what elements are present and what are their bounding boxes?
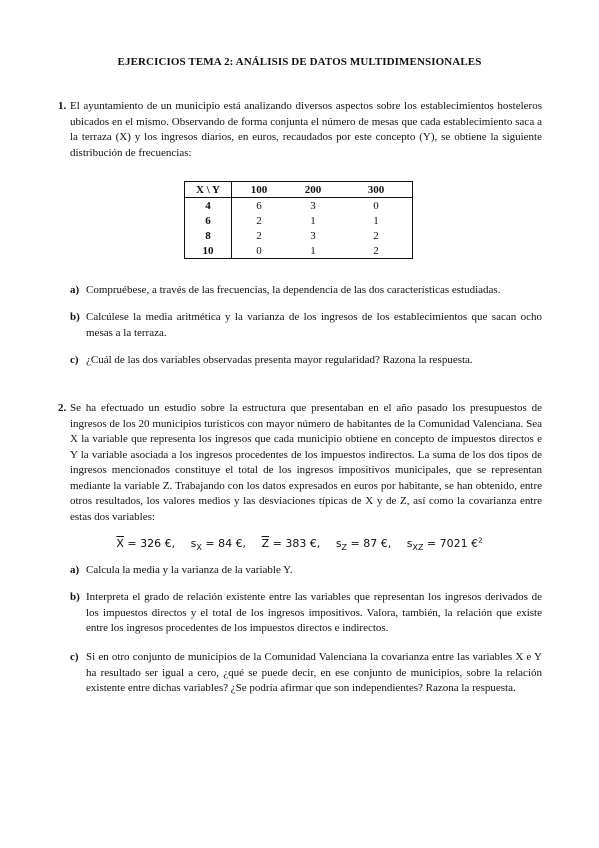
table-row-header: 6	[185, 213, 232, 228]
table-cell: 1	[373, 214, 379, 227]
table-cell: 1	[310, 214, 316, 227]
table-cell: 2	[373, 229, 379, 242]
subquestion-text: Calcula la media y la varianza de la variable Y.	[86, 564, 293, 576]
table-row	[185, 228, 413, 243]
covariance-xz: $s_{XZ} = 7021$ €$^2$	[406, 536, 483, 552]
question-number: 1.	[58, 100, 67, 112]
std-x: $s_X = 84$ €,	[190, 536, 247, 552]
subquestion-1b	[70, 310, 542, 341]
subquestion-text: Compruébese, a través de las frecuencias, la dependencia de las dos características estudiadas.	[86, 284, 501, 296]
mean-z: $\overline{Z} = 383$ €,	[261, 536, 321, 550]
mean-x: $\overline{X} = 326$ €,	[116, 536, 176, 550]
table-cell: 3	[310, 199, 316, 212]
table-corner-header: X \ Y	[185, 182, 232, 198]
subquestion-text: ¿Cuál de las dos variables observadas presenta mayor regularidad? Razona la respuesta.	[86, 354, 473, 366]
question-text: El ayuntamiento de un municipio está analizando diversos aspectos sobre los establecimientos hosteleros ubicados en el mismo. Observando de forma conjunta el número de mesas que cada establecimiento saca a la terraza (X) y los ingresos diarios, en euros, recaudados por este concepto (Y), se obtiene la siguiente distribución de frecuencias:	[70, 100, 542, 159]
table-row	[185, 198, 413, 214]
table-cell: 0	[373, 199, 379, 212]
table-cell: 2	[256, 214, 262, 227]
subquestion-label: c)	[70, 354, 79, 366]
subquestion-2b	[70, 590, 542, 637]
page-title: EJERCICIOS TEMA 2: ANÁLISIS DE DATOS MULTIDIMENSIONALES	[117, 56, 482, 68]
subquestion-2c	[70, 650, 542, 697]
table-cell: 3	[310, 229, 316, 242]
subquestion-1a	[70, 283, 542, 299]
std-z: $s_Z = 87$ €,	[335, 536, 392, 552]
table-cell: 2	[373, 244, 379, 257]
table-cell: 2	[256, 229, 262, 242]
table-header-row	[185, 182, 413, 198]
table-row-header: 10	[185, 243, 232, 259]
subquestion-text: Si en otro conjunto de municipios de la Comunidad Valenciana la covarianza entre las variables X e Y ha resultado ser igual a cero, ¿qué se puede decir, en ese conjunto de municipios, sobre la relación existente entre dichas variables? ¿Se podría afirmar que son independientes? Razona la respuesta.	[86, 651, 542, 694]
subquestion-label: b)	[70, 591, 80, 603]
table-cell: 6	[256, 199, 262, 212]
table-row	[185, 213, 413, 228]
question-number: 2.	[58, 402, 67, 414]
table-cell: 1	[310, 244, 316, 257]
subquestion-2a	[70, 563, 542, 579]
subquestion-label: c)	[70, 651, 79, 663]
subquestion-label: a)	[70, 284, 80, 296]
table-column-header: 100	[232, 182, 287, 198]
table-row-header: 4	[185, 198, 232, 214]
subquestion-text: Calcúlese la media aritmética y la varianza de los ingresos de los establecimientos que sacan ocho mesas a la terraza.	[86, 311, 542, 339]
subquestion-1c	[70, 353, 542, 369]
statistics-formula	[0, 536, 599, 552]
question-1	[58, 99, 542, 161]
frequency-table	[184, 181, 413, 259]
table-row-header: 8	[185, 228, 232, 243]
table-row	[185, 243, 413, 259]
subquestion-text: Interpreta el grado de relación existente entre las variables que representan los ingresos derivados de los impuestos directos y el total de los ingresos impositivos. Valora, también, la relación que existe entre los ingresos procedentes de los impuestos directos e indirectos.	[86, 591, 542, 634]
table-column-header: 300	[340, 182, 413, 198]
table-column-header: 200	[286, 182, 340, 198]
table-cell: 0	[256, 244, 262, 257]
question-2	[58, 401, 542, 525]
subquestion-label: b)	[70, 311, 80, 323]
question-text: Se ha efectuado un estudio sobre la estructura que presentaban en el año pasado los presupuestos de ingresos de los 20 municipios turísticos con mayor número de habitantes de la Comunidad Valenciana. Sea X la variable que representa los ingresos que cada municipio obtiene en concepto de impuestos directos e Y la variable asociada a los ingresos procedentes de los impuestos indirectos. La suma de los dos tipos de ingresos mencionados constituye el total de los ingresos impositivos municipales, que se representan mediante la variable Z. Trabajando con los datos expresados en euros por habitante, se han obtenido, entre otros resultados, los valores medios y las desviaciones típicas de X y de Z, así como la covarianza entre estas dos variables:	[70, 402, 542, 523]
subquestion-label: a)	[70, 564, 80, 576]
